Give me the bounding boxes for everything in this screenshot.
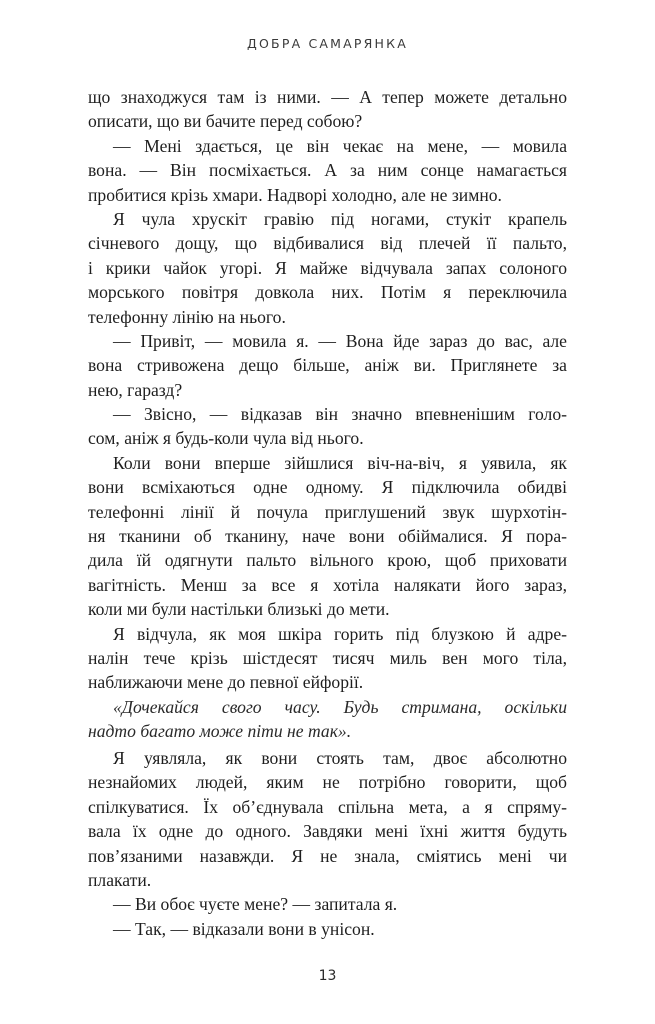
text-line: наближаючи мене до певної ейфорії. [88,672,364,693]
text-line: морського повітря довкола них. Потім я переключила [88,282,567,303]
text-line: нею, гаразд? [88,379,183,400]
text-line: Я чула хрускіт гравію під ногами, стукіт крапель [113,208,567,229]
text-line: телефонну лінію на нього. [88,306,286,327]
text-line: пробитися крізь хмари. Надворі холодно, але не зимно. [88,184,502,205]
text-line: сом, аніж я будь-коли чула від нього. [88,428,364,449]
text-line: Я відчула, як моя шкіра горить під блузкою й адре- [113,623,567,644]
page-number: 13 [318,968,337,984]
body-text [88,85,567,941]
text-line: Я уявляла, як вони стоять там, двоє абсолютно [113,748,567,769]
italic-text-line: надто багато може піти не так». [88,721,352,742]
text-line: — Так, — відказали вони в унісон. [113,918,375,939]
running-head: ДОБРА САМАРЯНКА [247,36,408,51]
text-line: — Ви обоє чуєте мене? — запитала я. [113,894,398,915]
text-line: коли ми були настільки близькі до мети. [88,599,390,620]
text-line: телефонні лінії й почула приглушений звук шурхотін- [88,501,567,522]
text-line: вала їх одне до одного. Завдяки мені їхні життя будуть [88,821,567,842]
text-line: вони всміхаються одне одному. Я підключила обидві [88,477,567,498]
text-line: вона стривожена дещо більше, аніж ви. Приглянете за [88,355,567,376]
text-line: — Звісно, — відказав він значно впевненішим голо- [113,404,567,425]
text-line: — Привіт, — мовила я. — Вона йде зараз до вас, але [113,330,567,351]
text-line: і крики чайок угорі. Я майже відчувала запах солоного [88,257,567,278]
text-line: плакати. [88,870,152,890]
text-line: Коли вони вперше зійшлися віч-на-віч, я уявила, як [113,452,567,473]
text-line: вона. — Він посміхається. А за ним сонце намагається [88,160,567,181]
text-line: незнайомих людей, яким не потрібно говорити, щоб [88,772,567,793]
text-line: дила їй одягнути пальто вільного крою, щоб приховати [88,550,567,571]
text-line: пов’язаними назавжди. Я не знала, сміятись мені чи [88,845,567,866]
text-line: налін тече крізь шістдесят тисяч миль вен мого тіла, [88,647,567,668]
text-line: описати, що ви бачите перед собою? [88,111,363,132]
text-line: вагітність. Менш за все я хотіла налякати його зараз, [88,574,567,595]
italic-text-line: «Дочекайся свого часу. Будь стримана, оскільки [113,696,567,717]
text-line: спілкуватися. Їх об’єднувала спільна мета, а я спряму- [88,796,567,817]
text-line: січневого дощу, що відбивалися від плечей її пальто, [88,233,567,254]
text-line: — Мені здається, це він чекає на мене, — мовила [113,135,567,156]
text-line: ня тканини об тканину, наче вони обіймалися. Я пора- [88,526,567,547]
text-line: що знаходжуся там із ними. — А тепер можете детально [88,87,567,107]
